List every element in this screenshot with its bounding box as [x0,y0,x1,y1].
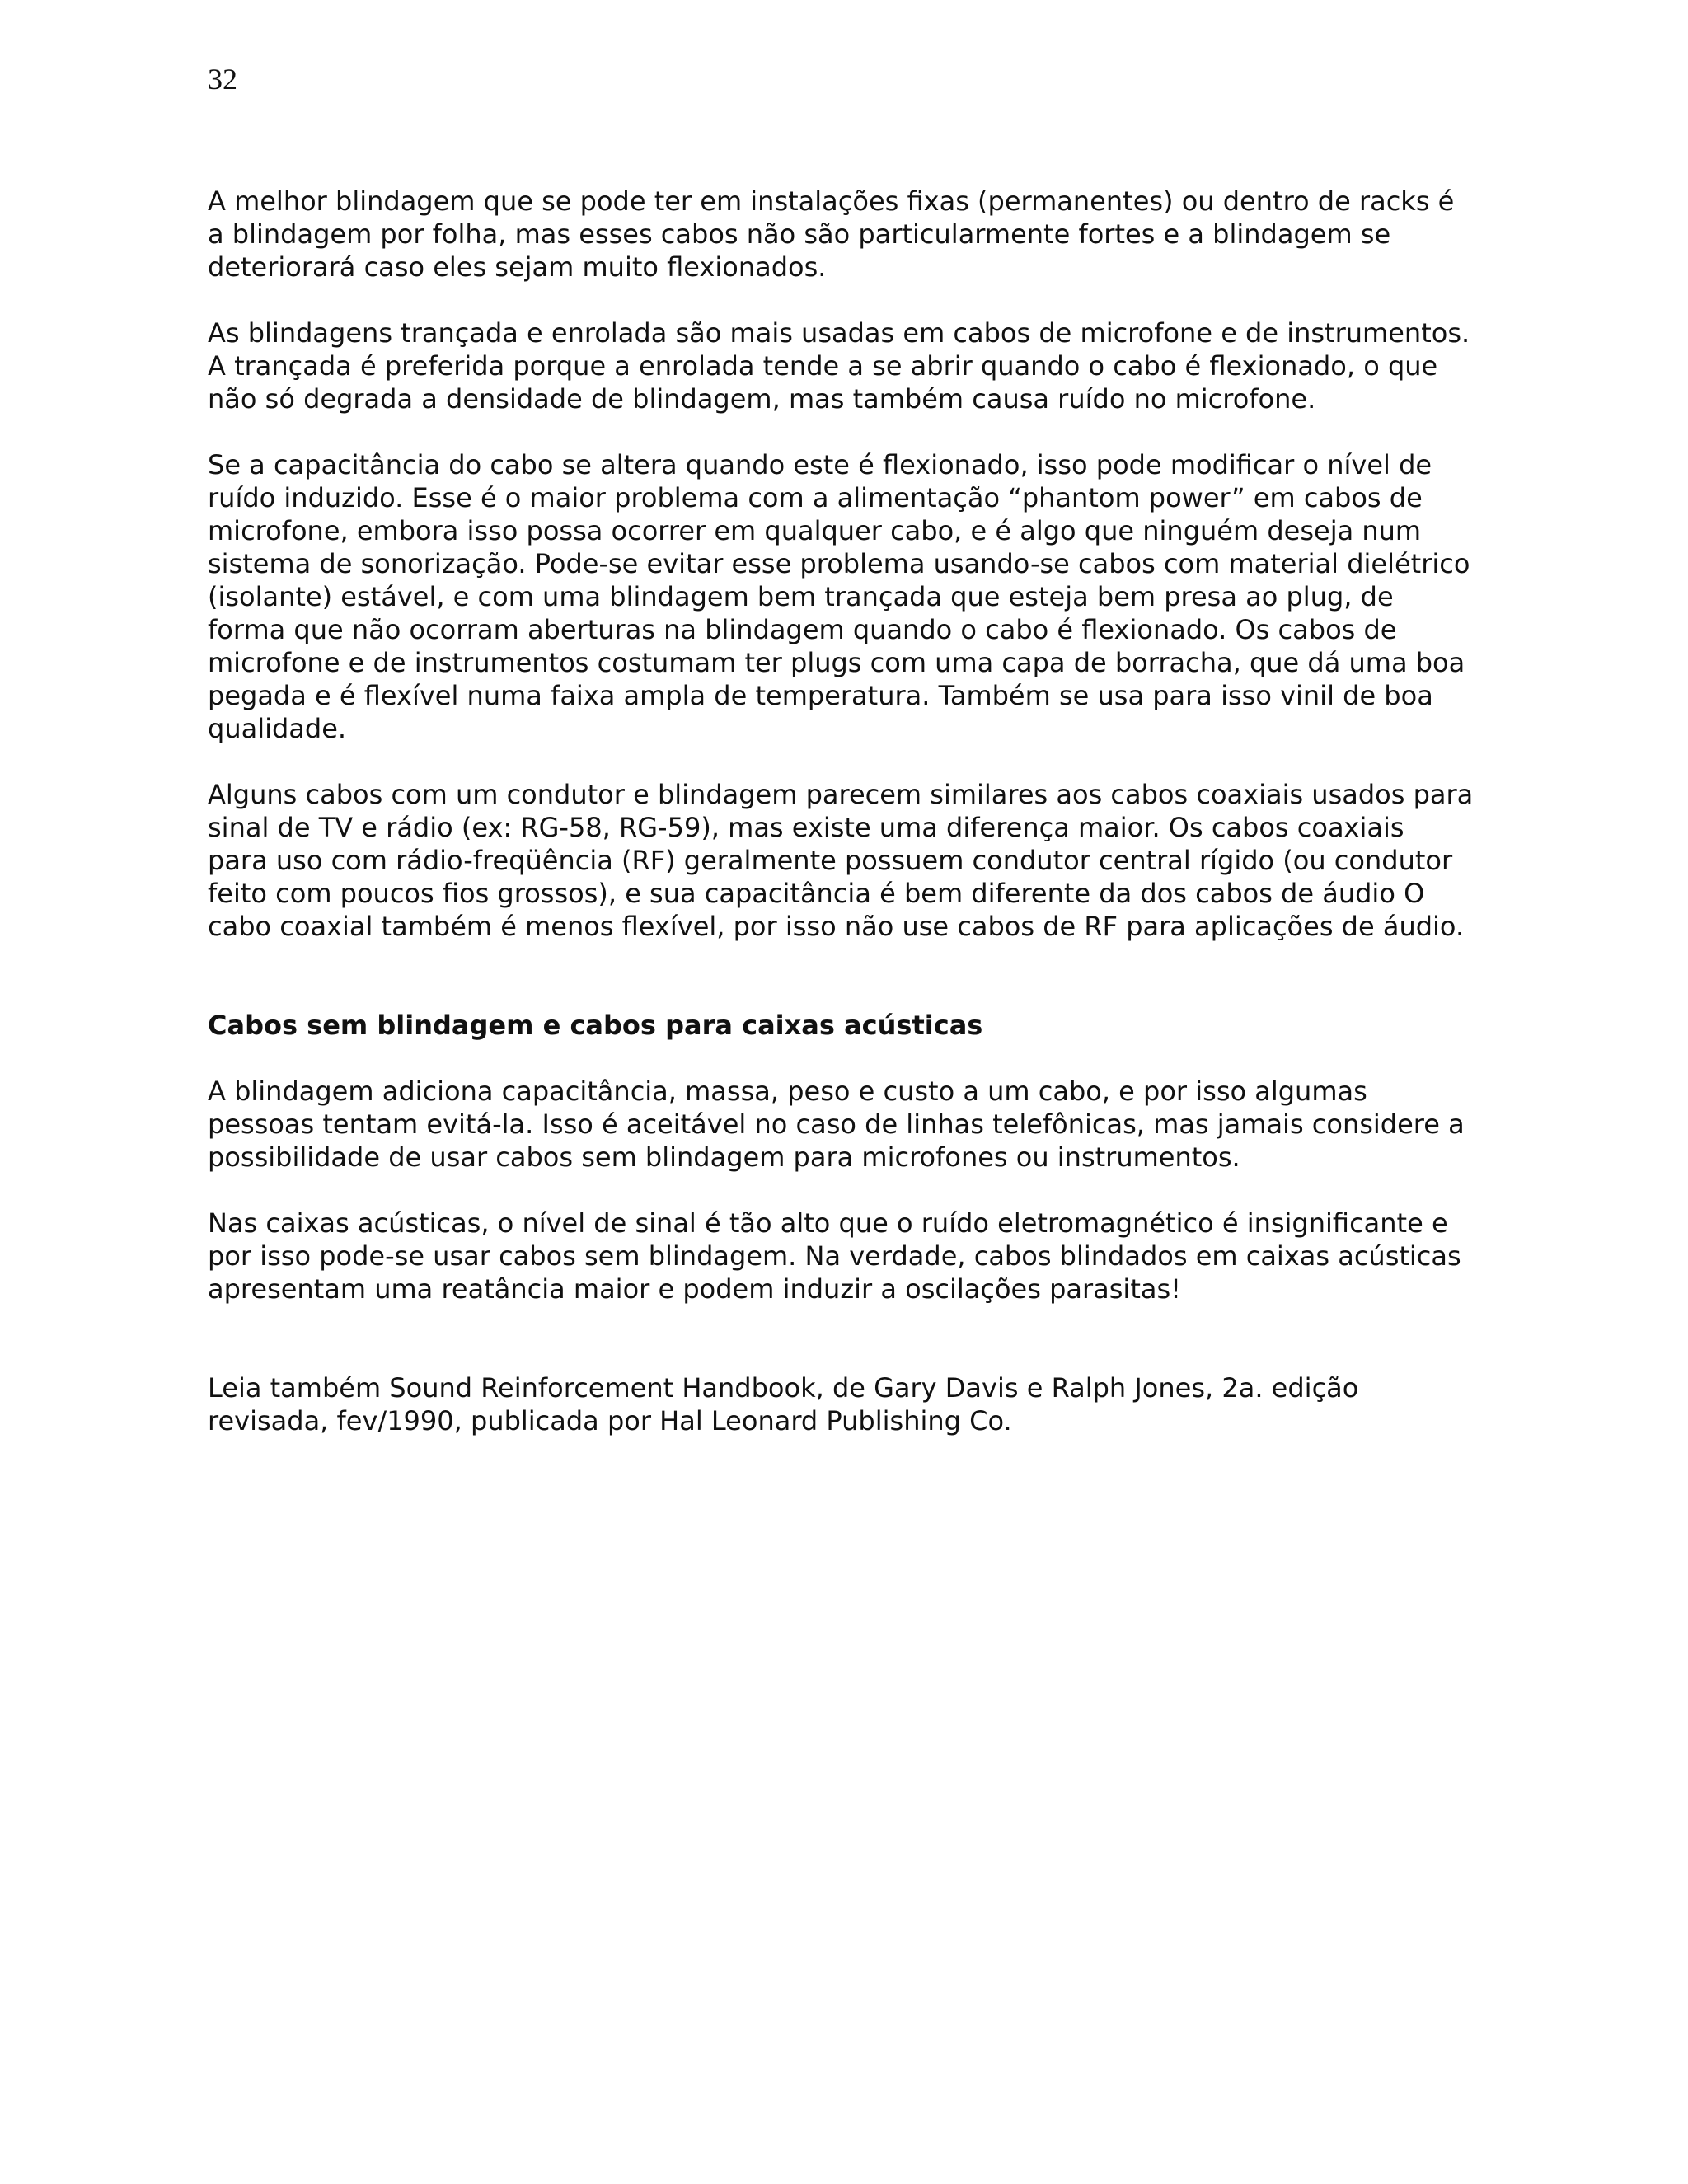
text-line: Se a capacitância do cabo se altera quando este é flexionado, isso pode modificar o nível de [208,449,1432,480]
text-line: microfone e de instrumentos costumam ter plugs com uma capa de borracha, que dá uma boa [208,647,1465,678]
text-line: revisada, fev/1990, publicada por Hal Leonard Publishing Co. [208,1405,1012,1436]
text-line: sinal de TV e rádio (ex: RG-58, RG-59), mas existe uma diferença maior. Os cabos coaxiais [208,812,1404,843]
paragraph-unshielded [208,1075,1535,1174]
section-spacer [208,1305,1535,1371]
text-line: pessoas tentam evitá-la. Isso é aceitável no caso de linhas telefônicas, mas jamais considere a [208,1108,1465,1140]
paragraph-spacer [208,415,1535,448]
text-line: microfone, embora isso possa ocorrer em qualquer cabo, e é algo que ninguém deseja num [208,515,1422,546]
text-line: possibilidade de usar cabos sem blindagem para microfones ou instrumentos. [208,1141,1240,1173]
text-line: por isso pode-se usar cabos sem blindagem. Na verdade, cabos blindados em caixas acústicas [208,1240,1461,1272]
text-line: pegada e é flexível numa faixa ampla de temperatura. Também se usa para isso vinil de boa [208,680,1433,711]
text-line: qualidade. [208,713,347,744]
paragraph-coaxial [208,778,1535,943]
page-number: 32 [208,63,237,96]
text-line: A blindagem adiciona capacitância, massa, peso e custo a um cabo, e por isso algumas [208,1076,1367,1107]
paragraph-speaker-cables [208,1207,1535,1305]
paragraph-spacer [208,284,1535,316]
text-line: não só degrada a densidade de blindagem, mas também causa ruído no microfone. [208,383,1316,415]
paragraph-spacer [208,1174,1535,1207]
text-line: deteriorará caso eles sejam muito flexionados. [208,251,827,283]
text-line: A melhor blindagem que se pode ter em instalações fixas (permanentes) ou dentro de racks é [208,185,1455,217]
section-spacer [208,943,1535,1009]
text-line: apresentam uma reatância maior e podem induzir a oscilações parasitas! [208,1273,1181,1305]
paragraph-spacer [208,1042,1535,1075]
text-line: Nas caixas acústicas, o nível de sinal é tão alto que o ruído eletromagnético é insignificante e [208,1207,1448,1239]
paragraph-reference [208,1371,1535,1437]
text-line: As blindagens trançada e enrolada são mais usadas em cabos de microfone e de instrumentos. [208,317,1470,349]
paragraph-capacitance [208,448,1535,745]
text-line: para uso com rádio-freqüência (RF) geralmente possuem condutor central rígido (ou condutor [208,845,1453,876]
paragraph-spacer [208,745,1535,778]
text-line: a blindagem por folha, mas esses cabos não são particularmente fortes e a blindagem se [208,218,1391,250]
text-line: (isolante) estável, e com uma blindagem bem trançada que esteja bem presa ao plug, de [208,581,1394,612]
paragraph-braided-shield [208,316,1535,415]
text-line: ruído induzido. Esse é o maior problema com a alimentação “phantom power” em cabos de [208,482,1423,513]
section-heading: Cabos sem blindagem e cabos para caixas acústicas [208,1010,983,1041]
text-line: Alguns cabos com um condutor e blindagem parecem similares aos cabos coaxiais usados para [208,779,1474,810]
text-line: A trançada é preferida porque a enrolada tende a se abrir quando o cabo é flexionado, o que [208,350,1438,382]
paragraph-foil-shield [208,185,1535,284]
text-line: cabo coaxial também é menos flexível, por isso não use cabos de RF para aplicações de áudio. [208,911,1465,942]
page-body [208,185,1535,1437]
text-line: forma que não ocorram aberturas na blindagem quando o cabo é flexionado. Os cabos de [208,614,1397,645]
text-line: feito com poucos fios grossos), e sua capacitância é bem diferente da dos cabos de áudio O [208,878,1425,909]
text-line: Leia também Sound Reinforcement Handbook, de Gary Davis e Ralph Jones, 2a. edição [208,1372,1359,1404]
text-line: sistema de sonorização. Pode-se evitar esse problema usando-se cabos com material dielétrico [208,548,1470,579]
